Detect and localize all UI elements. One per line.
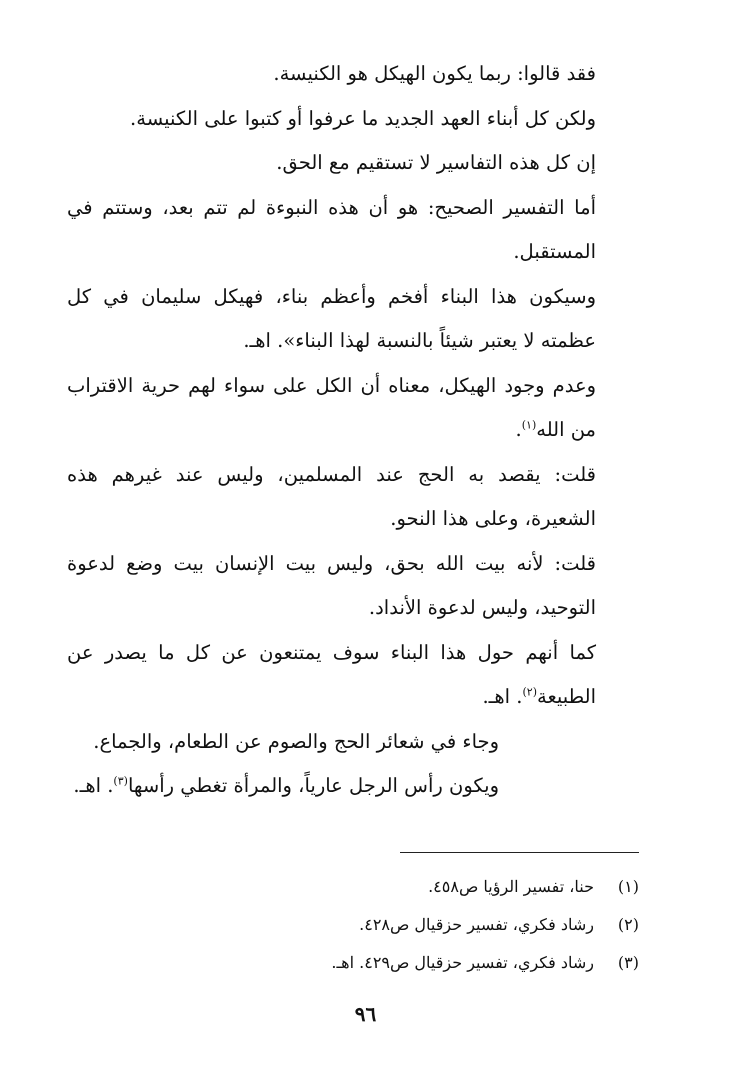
paragraph: إن كل هذه التفاسير لا تستقيم مع الحق.: [276, 151, 596, 174]
footnote-marker: (٢): [522, 685, 537, 699]
footnote-item: [67, 944, 639, 982]
footnote-number: (٣): [617, 953, 639, 972]
paragraph: وسيكون هذا البناء أفخم وأعظم بناء، فهيكل سليمان في كل عظمته لا يعتبر شيئاً بالنسبة لهذا البناء». اهـ.: [67, 284, 596, 352]
paragraph: [67, 364, 639, 453]
footnote-number: (١): [617, 877, 639, 896]
footnote-text: حنا، تفسير الرؤيا ص٤٥٨.: [428, 877, 594, 896]
paragraph-text-end: .: [515, 418, 522, 441]
footnote-item: [67, 868, 639, 906]
paragraph-text: كما أنهم حول هذا البناء سوف يمتنعون عن كل ما يصدر عن الطبيعة: [67, 640, 596, 708]
paragraph: [67, 631, 639, 720]
paragraph-text: ويكون رأس الرجل عارياً، والمرأة تغطي رأسها: [127, 774, 499, 797]
paragraph: ولكن كل أبناء العهد الجديد ما عرفوا أو كتبوا على الكنيسة.: [130, 106, 596, 130]
paragraph-text-end: . اهـ.: [482, 685, 523, 708]
footnote-number: (٢): [617, 915, 639, 934]
paragraph: أما التفسير الصحيح: هو أن هذه النبوءة لم تتم بعد، وستتم في المستقبل.: [67, 195, 596, 263]
page-number: ٩٦: [354, 1002, 377, 1026]
paragraph: [67, 764, 639, 809]
footnote-marker: (١): [521, 418, 537, 432]
footnote-divider: [400, 852, 639, 853]
footnote-item: [67, 906, 639, 944]
paragraph: قلت: لأنه بيت الله بحق، وليس بيت الإنسان بيت وضع لدعوة التوحيد، وليس لدعوة الأنداد.: [67, 551, 596, 619]
footnote-marker: (٣): [113, 774, 128, 788]
paragraph: وجاء في شعائر الحج والصوم عن الطعام، والجماع.: [93, 729, 499, 753]
footnote-text: رشاد فكري، تفسير حزقيال ص٤٢٩. اهـ.: [331, 953, 594, 972]
paragraph-text: وعدم وجود الهيكل، معناه أن الكل على سواء لهم حرية الاقتراب من الله: [67, 373, 596, 441]
footnotes: [67, 868, 639, 982]
paragraph: قلت: يقصد به الحج عند المسلمين، وليس عند غيرهم هذه الشعيرة، وعلى هذا النحو.: [67, 462, 596, 530]
paragraph: فقد قالوا: ربما يكون الهيكل هو الكنيسة.: [273, 62, 596, 85]
main-text: [67, 52, 639, 809]
paragraph-text-end: . اهـ.: [73, 774, 114, 797]
footnote-text: رشاد فكري، تفسير حزقيال ص٤٢٨.: [359, 915, 594, 934]
